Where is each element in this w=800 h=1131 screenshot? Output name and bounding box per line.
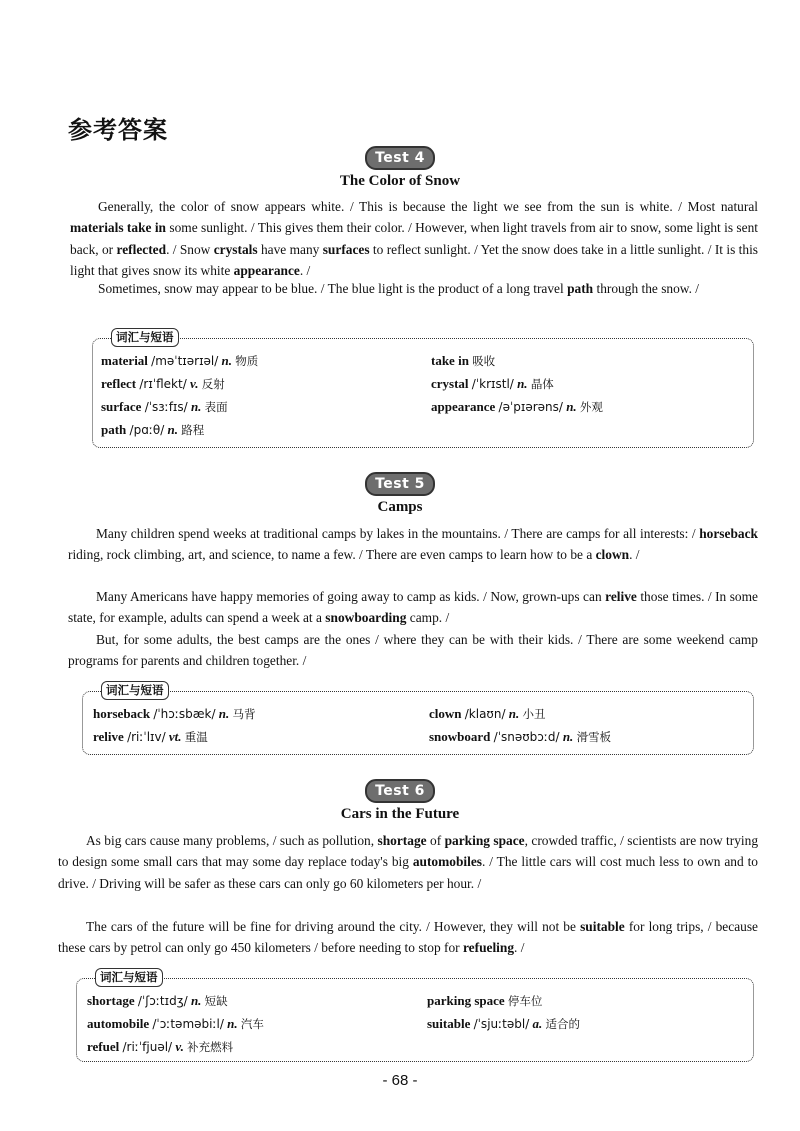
paragraph-text: through the snow. / [593,281,700,296]
vocab-box [76,970,754,1062]
passage-paragraph [68,523,758,566]
paragraph-text: Sometimes, snow may appear to be blue. / The blue light is the product of a long travel [98,281,568,296]
test-badge: Test 4 [365,146,435,170]
vocab-entry [93,729,208,745]
vocab-part-of-speech: n. [562,729,574,744]
paragraph-text: . / The little cars will cost much less to own and to drive. / Driving will be safer as these cars can only go 60 kilometers per hour. / [58,854,758,891]
passage-paragraph [58,916,758,959]
vocab-entry [427,1016,580,1032]
vocab-meaning: 补充燃料 [187,1040,234,1054]
vocab-meaning: 适合的 [545,1017,581,1031]
vocab-word: horseback [93,706,151,721]
vocab-phonetic: /ˈɔːtəməbiːl/ [152,1017,224,1031]
vocab-word: material [101,353,148,368]
paragraph-text: of [426,833,445,848]
highlighted-term: crystals [213,241,258,257]
vocab-word: automobile [87,1016,150,1031]
passage-paragraph [70,278,758,299]
vocab-word: appearance [431,399,496,414]
passage-title: Cars in the Future [340,806,460,822]
vocab-meaning: 晶体 [530,377,554,391]
vocab-entry [87,1039,233,1055]
vocab-phonetic: /əˈpɪərəns/ [498,400,563,414]
paragraph-text: to reflect sunlight. / Yet the snow does take in a little sunlight. / It is this light that gives snow its white [70,241,759,278]
vocab-meaning: 反射 [201,377,225,391]
vocab-entry [101,353,258,369]
highlighted-term: reflected [116,241,167,257]
vocab-part-of-speech: a. [532,1016,543,1031]
vocab-phonetic: /məˈtɪərɪəl/ [151,354,219,368]
paragraph-text: some sunlight. / This gives them their color. / However, when light travels from air to snow, some light is sent back, or [70,220,759,257]
vocab-part-of-speech: n. [221,353,233,368]
vocab-part-of-speech: vt. [168,729,182,744]
vocab-word: take in [431,353,469,368]
passage-paragraph [68,586,758,629]
vocab-part-of-speech: v. [190,376,199,391]
vocab-entry [87,993,228,1009]
vocab-entry [101,399,228,415]
vocab-phonetic: /pɑːθ/ [129,423,165,437]
vocab-label: 词汇与短语 [101,681,169,700]
vocab-meaning: 表面 [204,400,228,414]
highlighted-term: shortage [377,833,427,848]
vocab-part-of-speech: n. [167,422,178,437]
highlighted-term: appearance [233,262,300,278]
paragraph-text: The cars of the future will be fine for driving around the city. / However, they will not be [86,919,581,934]
paragraph-text: have many [257,241,323,257]
paragraph-text: As big cars cause many problems, / such as pollution, [86,833,378,848]
test-badge: Test 5 [365,472,435,496]
vocab-part-of-speech: n. [190,993,202,1008]
vocab-part-of-speech: n. [218,706,230,721]
vocab-part-of-speech: n. [508,706,520,721]
vocab-meaning: 停车位 [507,994,543,1008]
vocab-label: 词汇与短语 [111,328,179,347]
vocab-meaning: 路程 [181,423,205,437]
vocab-word: path [101,422,127,437]
vocab-word: surface [101,399,142,414]
paragraph-text: . / [514,940,525,956]
paragraph-text: . / Snow [166,241,214,257]
vocab-word: suitable [427,1016,471,1031]
paragraph-text: . / [299,262,311,278]
highlighted-term: refueling [462,940,515,956]
highlighted-term: clown [595,547,630,563]
vocab-entry [431,353,495,369]
page-number: - 68 - [382,1072,418,1089]
vocab-meaning: 马背 [232,707,256,721]
vocab-phonetic: /ˈsjuːtəbl/ [473,1017,530,1031]
highlighted-term: relive [605,589,637,604]
vocab-meaning: 滑雪板 [576,730,612,744]
test-6-badge-wrap [0,779,800,803]
highlighted-term: surfaces [322,241,370,257]
page-title: 参考答案 [68,116,168,144]
vocab-word: parking space [427,993,505,1008]
highlighted-term: horseback [699,526,758,541]
vocab-meaning: 小丑 [522,707,546,721]
vocab-word: refuel [87,1039,120,1054]
vocab-phonetic: /riːˈfjuəl/ [122,1040,173,1054]
test-4-badge-wrap [0,146,800,170]
vocab-part-of-speech: v. [175,1039,184,1054]
vocab-box [82,683,754,755]
paragraph-text: camp. / [406,610,450,626]
vocab-phonetic: /ˈsɜːfɪs/ [144,400,188,414]
vocab-word: reflect [101,376,137,391]
vocab-part-of-speech: n. [566,399,577,414]
vocab-word: snowboard [429,729,491,744]
passage-paragraph [70,196,758,281]
vocab-phonetic: /riːˈlɪv/ [127,730,166,744]
vocab-entry [101,376,225,392]
highlighted-term: path [567,281,594,296]
highlighted-term: automobiles [412,854,483,870]
vocab-entry [429,706,545,722]
vocab-meaning: 物质 [235,354,259,368]
vocab-entry [87,1016,264,1032]
vocab-entry [93,706,256,722]
vocab-phonetic: /rɪˈflekt/ [139,377,187,391]
paragraph-text: Generally, the color of snow appears white. / This is because the light we see from the sun is white. / Most natural [98,199,758,214]
vocab-part-of-speech: n. [517,376,528,391]
paragraph-text: for long trips, / because these cars by petrol can only go 450 kilometers / before needing to stop for [58,919,758,956]
vocab-meaning: 重温 [184,730,208,744]
test-badge: Test 6 [365,779,435,803]
vocab-phonetic: /ˈsnəʊbɔːd/ [493,730,560,744]
highlighted-term: materials take in [70,220,166,236]
vocab-meaning: 汽车 [240,1017,264,1031]
paragraph-text: But, for some adults, the best camps are the ones / where they can be with their kids. / There are some weekend camp programs for parents and children together. / [68,632,758,669]
vocab-meaning: 外观 [579,400,603,414]
vocab-phonetic: /ˈhɔːsbæk/ [153,707,216,721]
paragraph-text: those times. / In some state, for example, adults can spend a week at a [68,589,758,626]
paragraph-text: Many children spend weeks at traditional camps by lakes in the mountains. / There are camps for all interests: / [96,526,700,541]
vocab-box [92,330,754,448]
vocab-part-of-speech: n. [227,1016,238,1031]
vocab-part-of-speech: n. [190,399,202,414]
vocab-entry [431,399,603,415]
highlighted-term: suitable [580,919,625,934]
vocab-word: clown [429,706,462,721]
vocab-phonetic: /ˈʃɔːtɪdʒ/ [137,994,188,1008]
passage-paragraph [68,629,758,672]
vocab-phonetic: /klaʊn/ [464,707,506,721]
passage-paragraph [58,830,758,894]
vocab-word: crystal [431,376,469,391]
paragraph-text: riding, rock climbing, art, and science, to name a few. / There are even camps to learn how to be a [68,547,596,563]
vocab-entry [429,729,611,745]
highlighted-term: parking space [444,833,525,848]
vocab-meaning: 短缺 [204,994,228,1008]
vocab-phonetic: /ˈkrɪstl/ [471,377,514,391]
vocab-entry [101,422,204,438]
vocab-label: 词汇与短语 [95,968,163,987]
highlighted-term: snowboarding [325,610,407,626]
vocab-word: relive [93,729,124,744]
vocab-entry [431,376,554,392]
paragraph-text: Many Americans have happy memories of going away to camp as kids. / Now, grown-ups can [96,589,606,604]
paragraph-text: , crowded traffic, / scientists are now trying to design some small cars that may some day replace today's big [58,833,759,870]
paragraph-text: . / [629,547,640,563]
vocab-entry [427,993,542,1009]
test-5-badge-wrap [0,472,800,496]
passage-title: The Color of Snow [339,173,461,189]
vocab-meaning: 吸收 [472,354,496,368]
vocab-word: shortage [87,993,135,1008]
passage-title: Camps [377,499,423,515]
